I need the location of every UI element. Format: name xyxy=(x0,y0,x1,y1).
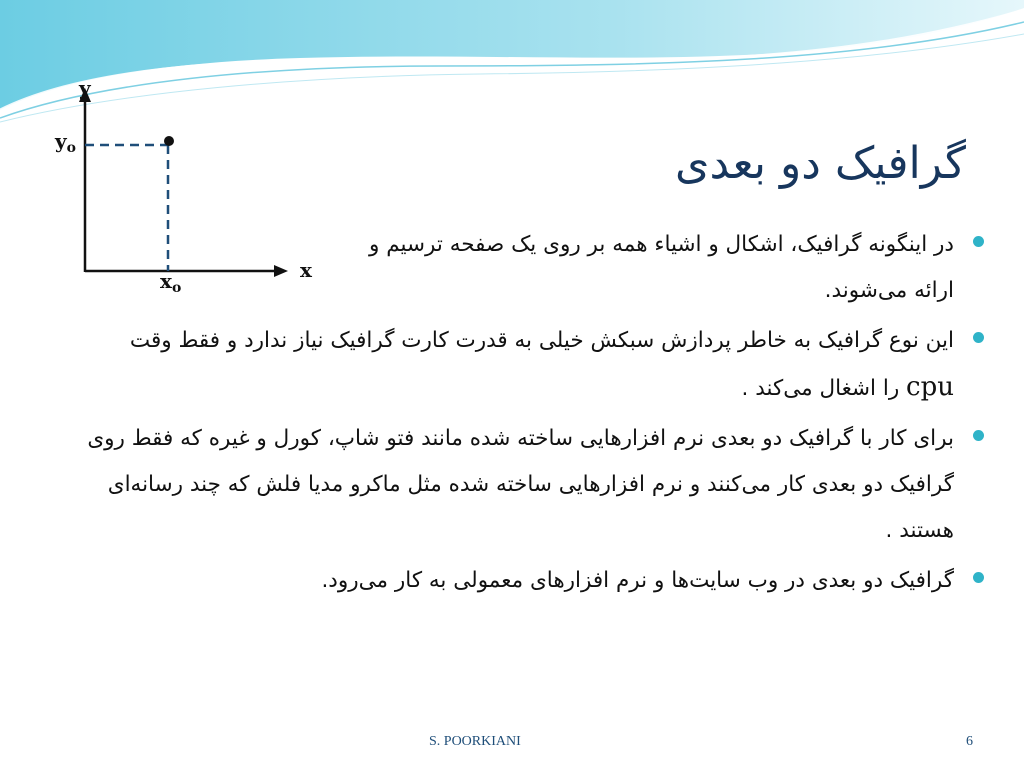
cpu-term: cpu xyxy=(906,372,954,402)
y0-label: $y_o$ xyxy=(55,129,76,156)
bullet-text: این نوع گرافیک به خاطر پردازش سبکش خیلی به قدرت کارت گرافیک نیاز ندارد و فقط وقت xyxy=(129,328,954,353)
x0-label: $x_o$ xyxy=(160,269,182,296)
bullet-text: را اشغال می‌کند . xyxy=(741,376,900,401)
bullet-item xyxy=(344,222,954,314)
bullet-marker xyxy=(973,236,984,247)
bullet-item xyxy=(94,318,954,412)
bullet-marker xyxy=(973,430,984,441)
bullet-marker xyxy=(973,332,984,343)
bullet-list xyxy=(54,222,954,608)
page-number: 6 xyxy=(966,734,973,749)
bullet-text: گرافیک دو بعدی در وب سایت‌ها و نرم افزارهای معمولی به کار می‌رود. xyxy=(321,568,954,593)
slide-title: گرافیک دو بعدی xyxy=(675,138,966,189)
bullet-marker xyxy=(973,572,984,583)
footer-author: S. POORKIANI xyxy=(429,734,521,749)
bullet-text: برای کار با گرافیک دو بعدی نرم افزارهایی ساخته شده مانند فتو شاپ، کورل و غیره که فقط روی گرافیک دو بعدی کار می‌کنند و نرم افزارهایی ساخته شده مثل ماکرو مدیا فلش که چند رسانه‌ای هستند . xyxy=(87,426,954,543)
bullet-item xyxy=(74,416,954,554)
x-axis-label: x xyxy=(300,258,312,282)
y-axis-label: y xyxy=(79,76,91,100)
bullet-text: در اینگونه گرافیک، اشکال و اشیاء همه بر روی یک صفحه ترسیم و ارائه می‌شوند. xyxy=(368,232,954,303)
bullet-item xyxy=(74,558,954,604)
point-marker xyxy=(164,136,174,146)
